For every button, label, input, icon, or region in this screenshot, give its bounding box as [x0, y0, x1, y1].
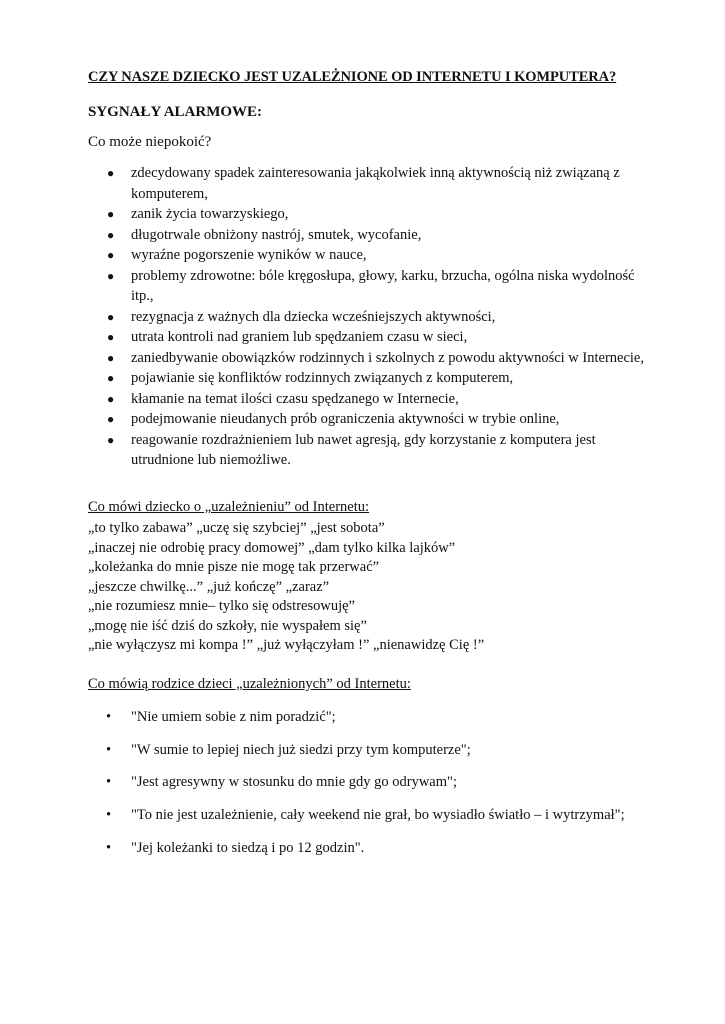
quote-line: „nie rozumiesz mnie– tylko się odstresowuję”: [88, 598, 355, 614]
bullet-icon: ●: [107, 227, 115, 242]
quote-line: „nie wyłączysz mi kompa !” „już wyłączyłam !” „nienawidzę Cię !”: [88, 637, 485, 653]
quote-line: „mogę nie iść dziś do szkoły, nie wyspałem się”: [88, 617, 367, 634]
bullet-icon: •: [106, 807, 112, 824]
quote-line: „jeszcze chwilkę...” „już kończę” „zaraz”: [88, 578, 330, 595]
list-item: [88, 266, 658, 307]
list-item: [88, 707, 658, 740]
bullet-icon: ●: [107, 248, 115, 262]
bullet-icon: •: [106, 709, 112, 725]
quote-line: „koleżanka do mnie pisze nie mogę tak przerwać”: [88, 559, 380, 575]
list-item-text: problemy zdrowotne: bóle kręgosłupa, głowy, karku, brzucha, ogólna niska wydolność itp.,: [131, 267, 635, 304]
list-item: [88, 348, 658, 369]
alarm-signals-list: [88, 163, 658, 471]
list-item: [88, 163, 658, 204]
bullet-icon: ●: [107, 432, 115, 447]
list-item: [88, 225, 658, 246]
bullet-icon: ●: [107, 371, 115, 385]
list-item-text: kłamanie na temat ilości czasu spędzanego w Internecie,: [131, 390, 459, 407]
list-item: [88, 307, 658, 328]
bullet-icon: •: [106, 741, 112, 758]
list-item-text: rezygnacja z ważnych dla dziecka wcześniejszych aktywności,: [131, 308, 496, 325]
list-item-text: utrata kontroli nad graniem lub spędzaniem czasu w sieci,: [131, 329, 468, 345]
parents-quotes-list: [88, 707, 658, 870]
list-item-text: podejmowanie nieudanych prób ograniczenia aktywności w trybie online,: [131, 411, 560, 427]
bullet-icon: •: [106, 839, 112, 856]
bullet-icon: ●: [107, 391, 115, 406]
list-item: [88, 740, 658, 773]
list-item: [88, 805, 658, 838]
list-item-text: "To nie jest uzależnienie, cały weekend nie grał, bo wysiadło światło – i wytrzymał";: [131, 807, 625, 824]
bullet-icon: ●: [107, 166, 115, 180]
list-item: [88, 838, 658, 871]
list-item: [88, 327, 658, 348]
list-item-text: zaniedbywanie obowiązków rodzinnych i szkolnych z powodu aktywności w Internecie,: [131, 349, 644, 366]
list-item-text: "W sumie to lepiej niech już siedzi przy tym komputerze";: [131, 741, 471, 758]
list-item: [88, 204, 658, 225]
list-item-text: zdecydowany spadek zainteresowania jakąkolwiek inną aktywnością niż związaną z komputerem,: [131, 165, 620, 202]
list-item: [88, 409, 658, 430]
bullet-icon: ●: [107, 207, 115, 221]
bullet-icon: •: [106, 774, 112, 791]
list-item-text: "Jej koleżanki to siedzą i po 12 godzin".: [131, 839, 365, 856]
quote-line: „inaczej nie odrobię pracy domowej” „dam tylko kilka lajków”: [88, 539, 456, 556]
document-title: CZY NASZE DZIECKO JEST UZALEŻNIONE OD INTERNETU I KOMPUTERA?: [88, 69, 617, 85]
intro-question: Co może niepokoić?: [88, 134, 212, 150]
bullet-icon: ●: [107, 309, 115, 324]
bullet-icon: ●: [107, 350, 115, 365]
list-item-text: "Nie umiem sobie z nim poradzić";: [131, 709, 336, 725]
list-item-text: wyraźne pogorszenie wyników w nauce,: [131, 247, 367, 263]
child-quotes-list: [88, 519, 484, 656]
list-item-text: długotrwale obniżony nastrój, smutek, wycofanie,: [131, 226, 422, 243]
list-item: [88, 430, 658, 471]
list-item: [88, 245, 658, 266]
section-heading-alarm-signals: SYGNAŁY ALARMOWE:: [88, 104, 263, 120]
list-item: [88, 772, 658, 805]
list-item-text: zanik życia towarzyskiego,: [131, 206, 289, 222]
bullet-icon: ●: [107, 330, 115, 344]
list-item-text: pojawianie się konfliktów rodzinnych związanych z komputerem,: [131, 370, 514, 386]
parents-say-heading: Co mówią rodzice dzieci „uzależnionych” od Internetu:: [88, 676, 411, 692]
list-item-text: reagowanie rozdrażnieniem lub nawet agresją, gdy korzystanie z komputera jest utrudnione lub niemożliwe.: [131, 431, 596, 468]
child-says-heading: Co mówi dziecko o „uzależnieniu” od Internetu:: [88, 499, 370, 515]
quote-line: „to tylko zabawa” „uczę się szybciej” „jest sobota”: [88, 520, 385, 536]
bullet-icon: ●: [107, 412, 115, 426]
list-item: [88, 389, 658, 410]
bullet-icon: ●: [107, 268, 115, 283]
list-item: [88, 368, 658, 389]
list-item-text: "Jest agresywny w stosunku do mnie gdy go odrywam";: [131, 774, 457, 791]
